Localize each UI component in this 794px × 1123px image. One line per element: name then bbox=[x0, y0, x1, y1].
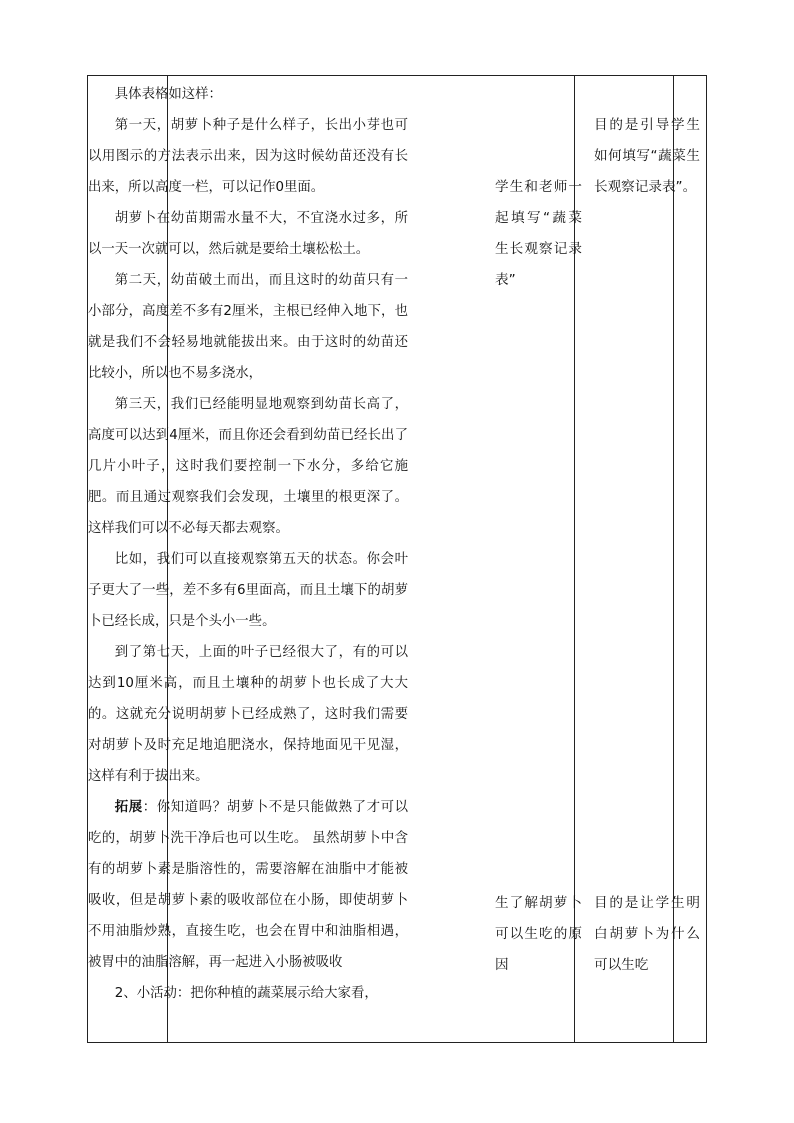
paragraph-day3: 第三天，我们已经能明显地观察到幼苗长高了，高度可以达到4厘米，而且你还会看到幼苗已经长出了几片小叶子，这时我们要控制一下水分，多给它施肥。而且通过观察我们会发现，土壤里的根更深了。这样我们可以不必每天都去观察。 bbox=[88, 397, 408, 536]
student-activity-top: 学生和老师一起填写“蔬菜生长观察记录表” bbox=[495, 179, 582, 288]
activity-content bbox=[88, 79, 408, 1009]
paragraph-day1: 第一天，胡萝卜种子是什么样子，长出小芽也可以用图示的方法表示出来，因为这时候幼苗还没有长出来，所以高度一栏，可以记作0里面。 bbox=[88, 118, 408, 195]
paragraph-day5: 比如，我们可以直接观察第五天的状态。你会叶子更大了一些，差不多有6里面高，而且土壤下的胡萝卜已经长成，只是个头小一些。 bbox=[88, 552, 408, 629]
expand-label: 拓展 bbox=[114, 800, 143, 815]
paragraph-expand bbox=[88, 792, 408, 978]
purpose-bottom: 目的是让学生明白胡萝卜为什么可以生吃 bbox=[594, 895, 700, 973]
purpose-top: 目的是引导学生如何填写“蔬菜生长观察记录表”。 bbox=[594, 117, 700, 195]
paragraph-day7: 到了第七天，上面的叶子已经很大了，有的可以达到10厘米高，而且土壤种的胡萝卜也长成了大大的。这就充分说明胡萝卜已经成熟了，这时我们需要对胡萝卜及时充足地追肥浇水，保持地面见干见湿，这样有利于拔出来。 bbox=[88, 645, 408, 784]
student-activity-bottom: 生了解胡萝卜可以生吃的原因 bbox=[495, 895, 582, 973]
paragraph-activity: 2、小活动：把你种植的蔬菜展示给大家看， bbox=[114, 986, 378, 1001]
paragraph-intro: 具体表格如这样： bbox=[114, 87, 222, 102]
paragraph-day2: 第二天，幼苗破土而出，而且这时的幼苗只有一小部分，高度差不多有2厘米，主根已经伸入地下，也就是我们不会轻易地就能拔出来。由于这时的幼苗还比较小，所以也不易多浇水， bbox=[88, 273, 408, 381]
expand-text: ：你知道吗？胡萝卜不是只能做熟了才可以吃的，胡萝卜洗干净后也可以生吃。 虽然胡萝卜中含有的胡萝卜素是脂溶性的，需要溶解在油脂中才能被吸收，但是胡萝卜素的吸收部位在小肠，即使胡萝卜不用油脂炒熟，直接生吃，也会在胃中和油脂相遇，被胃中的油脂溶解，再一起进入小肠被吸收 bbox=[88, 800, 409, 970]
paragraph-watering: 胡萝卜在幼苗期需水量不大，不宜浇水过多，所以一天一次就可以，然后就是要给土壤松松土。 bbox=[88, 211, 408, 257]
